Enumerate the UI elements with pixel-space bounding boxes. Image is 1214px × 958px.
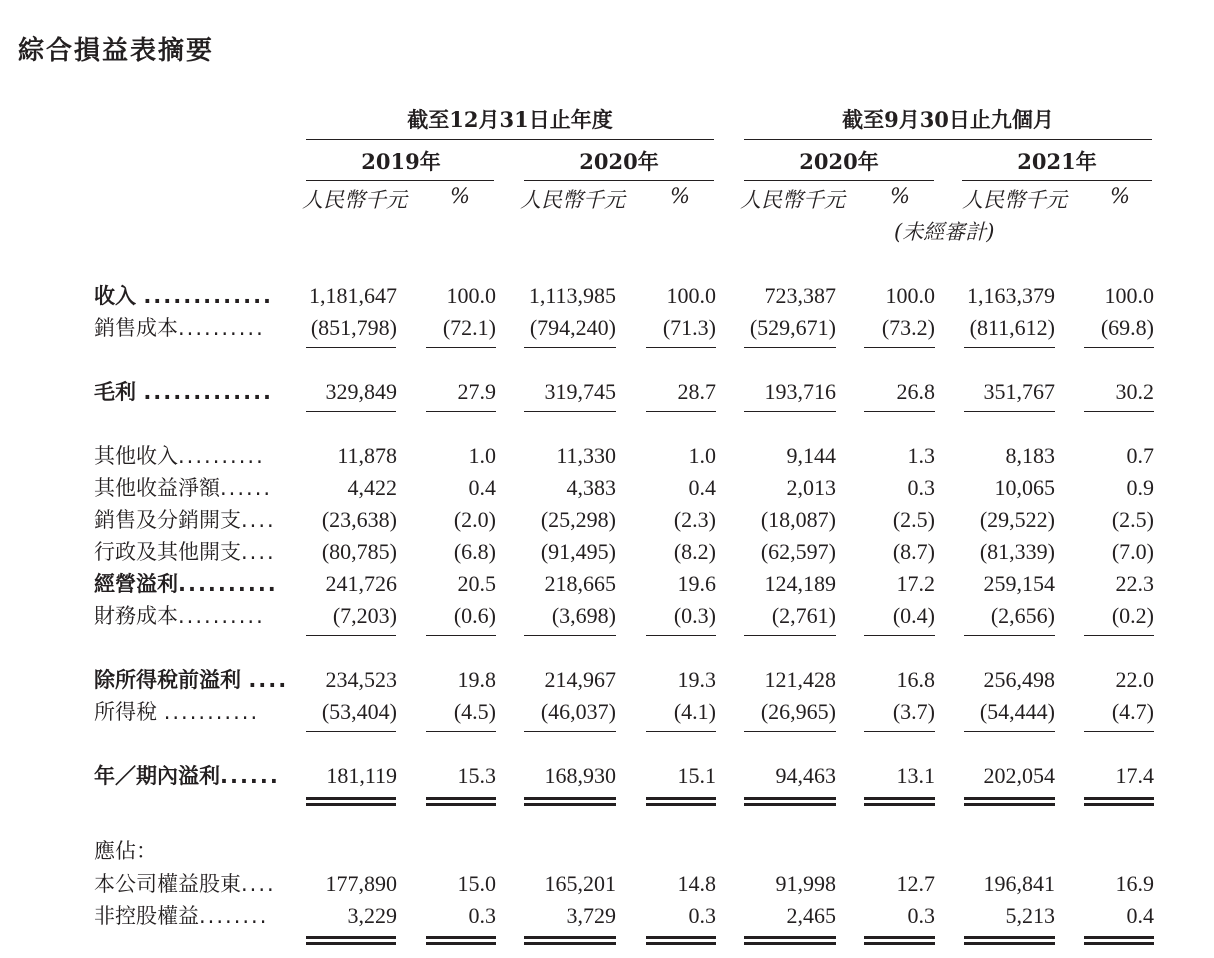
header-group-year-ended: 截至12月31日止年度 [407,107,613,132]
cell-other-income-col6: 1.3 [907,443,935,468]
double-rule-attributable-5 [744,936,836,945]
cell-profit-for-period-col7: 202,054 [983,763,1055,788]
cell-profit-before-tax-col8: 22.0 [1115,667,1154,692]
double-rule-attributable-3 [524,936,616,945]
row-label-income-tax: 所得稅 ........... [94,700,260,724]
cell-operating-profit-col1: 241,726 [325,571,397,596]
rule-after-gross-profit-7 [964,411,1055,412]
row-label-profit-before-tax: 除所得稅前溢利 .... [94,668,289,692]
cell-profit-before-tax-col2: 19.8 [457,667,496,692]
cell-profit-for-period-col6: 13.1 [896,763,935,788]
cell-revenue-col2: 100.0 [446,283,496,308]
cell-profit-for-period-col3: 168,930 [544,763,616,788]
cell-operating-profit-col8: 22.3 [1115,571,1154,596]
cell-cost-of-sales-col6: (73.2) [881,315,935,340]
cell-revenue-col3: 1,113,985 [528,283,616,308]
cell-cost-of-sales-col1: (851,798) [310,315,397,340]
cell-admin-expenses-col3: (91,495) [540,539,616,564]
cell-selling-expenses-col3: (25,298) [540,507,616,532]
cell-profit-for-period-col4: 15.1 [677,763,716,788]
row-label-gross-profit: 毛利 ............. [94,380,274,404]
rule-after-gross-profit-1 [306,411,396,412]
cell-income-tax-col8: (4.7) [1111,699,1154,724]
cell-finance-costs-col8: (0.2) [1111,603,1154,628]
cell-profit-before-tax-col7: 256,498 [983,667,1055,692]
double-rule-attributable-7 [964,936,1055,945]
unaudited-note: (未經審計) [894,220,995,244]
rule-after-cost-of-sales-6 [864,347,935,348]
rule-after-finance-costs-3 [524,635,616,636]
cell-operating-profit-col3: 218,665 [544,571,616,596]
cell-admin-expenses-col6: (8.7) [892,539,935,564]
cell-non-controlling-col5: 2,465 [786,903,836,928]
cell-finance-costs-col6: (0.4) [892,603,935,628]
cell-cost-of-sales-col7: (811,612) [969,315,1055,340]
group-underline-2 [744,139,1152,140]
cell-selling-expenses-col5: (18,087) [760,507,836,532]
cell-revenue-col4: 100.0 [666,283,716,308]
unit-rmb-4: 人民幣千元 [962,188,1067,212]
cell-admin-expenses-col8: (7.0) [1111,539,1154,564]
cell-equity-shareholders-col4: 14.8 [677,871,716,896]
cell-income-tax-col4: (4.1) [673,699,716,724]
cell-other-net-gains-col4: 0.4 [688,475,716,500]
cell-profit-for-period-col2: 15.3 [457,763,496,788]
cell-finance-costs-col1: (7,203) [332,603,397,628]
cell-equity-shareholders-col7: 196,841 [983,871,1055,896]
cell-gross-profit-col4: 28.7 [677,379,716,404]
rule-after-cost-of-sales-3 [524,347,616,348]
rule-after-finance-costs-6 [864,635,935,636]
double-rule-attributable-8 [1084,936,1154,945]
double-rule-profit-2 [426,797,496,806]
rule-after-income-tax-3 [524,731,616,732]
rule-after-gross-profit-2 [426,411,496,412]
cell-gross-profit-col5: 193,716 [764,379,836,404]
rule-after-gross-profit-5 [744,411,836,412]
cell-non-controlling-col1: 3,229 [347,903,397,928]
unit-rmb-1: 人民幣千元 [302,188,407,212]
double-rule-profit-3 [524,797,616,806]
cell-other-net-gains-col1: 4,422 [347,475,397,500]
unit-pct-2: % [670,184,690,208]
cell-non-controlling-col2: 0.3 [468,903,496,928]
row-label-other-income: 其他收入.......... [94,444,265,468]
cell-admin-expenses-col1: (80,785) [321,539,397,564]
page-title: 綜合損益表摘要 [18,36,215,66]
double-rule-profit-8 [1084,797,1154,806]
cell-profit-for-period-col8: 17.4 [1115,763,1154,788]
row-label-selling-expenses: 銷售及分銷開支.... [94,508,276,532]
cell-selling-expenses-col6: (2.5) [892,507,935,532]
cell-income-tax-col2: (4.5) [453,699,496,724]
cell-other-net-gains-col3: 4,383 [566,475,616,500]
rule-after-gross-profit-8 [1084,411,1154,412]
row-label-equity-shareholders: 本公司權益股東.... [94,872,276,896]
unit-pct-4: % [1110,184,1130,208]
cell-selling-expenses-col7: (29,522) [979,507,1055,532]
cell-finance-costs-col3: (3,698) [551,603,616,628]
cell-non-controlling-col6: 0.3 [907,903,935,928]
cell-operating-profit-col5: 124,189 [764,571,836,596]
cell-other-net-gains-col2: 0.4 [468,475,496,500]
attributable-to-heading: 應佔： [94,839,157,863]
cell-cost-of-sales-col3: (794,240) [529,315,616,340]
year-2021-nine-months: 2021年 [1017,149,1097,174]
cell-revenue-col7: 1,163,379 [967,283,1055,308]
cell-selling-expenses-col1: (23,638) [321,507,397,532]
cell-finance-costs-col7: (2,656) [990,603,1055,628]
rule-after-income-tax-7 [964,731,1055,732]
cell-gross-profit-col1: 329,849 [325,379,397,404]
rule-after-finance-costs-4 [646,635,716,636]
double-rule-attributable-2 [426,936,496,945]
cell-admin-expenses-col5: (62,597) [760,539,836,564]
cell-profit-for-period-col5: 94,463 [775,763,836,788]
cell-operating-profit-col2: 20.5 [457,571,496,596]
rule-after-income-tax-8 [1084,731,1154,732]
unit-pct-3: % [890,184,910,208]
cell-operating-profit-col6: 17.2 [896,571,935,596]
cell-other-net-gains-col6: 0.3 [907,475,935,500]
row-label-non-controlling: 非控股權益........ [94,904,269,928]
group-underline-1 [306,139,714,140]
cell-equity-shareholders-col8: 16.9 [1115,871,1154,896]
double-rule-attributable-6 [864,936,935,945]
header-group-nine-months: 截至9月30日止九個月 [842,107,1054,132]
cell-non-controlling-col7: 5,213 [1005,903,1055,928]
cell-operating-profit-col4: 19.6 [677,571,716,596]
cell-profit-before-tax-col3: 214,967 [544,667,616,692]
cell-income-tax-col1: (53,404) [321,699,397,724]
cell-other-income-col7: 8,183 [1005,443,1055,468]
rule-after-gross-profit-6 [864,411,935,412]
cell-gross-profit-col2: 27.9 [457,379,496,404]
cell-gross-profit-col7: 351,767 [983,379,1055,404]
double-rule-attributable-4 [646,936,716,945]
cell-equity-shareholders-col2: 15.0 [457,871,496,896]
cell-admin-expenses-col4: (8.2) [673,539,716,564]
rule-after-cost-of-sales-1 [306,347,396,348]
cell-other-net-gains-col8: 0.9 [1126,475,1154,500]
double-rule-attributable-1 [306,936,396,945]
rule-after-finance-costs-5 [744,635,836,636]
rule-after-gross-profit-3 [524,411,616,412]
cell-gross-profit-col3: 319,745 [544,379,616,404]
cell-operating-profit-col7: 259,154 [983,571,1055,596]
cell-non-controlling-col3: 3,729 [566,903,616,928]
row-label-profit-for-period: 年／期內溢利...... [94,764,280,788]
double-rule-profit-6 [864,797,935,806]
year-2020-nine-months: 2020年 [799,149,879,174]
rule-after-cost-of-sales-8 [1084,347,1154,348]
double-rule-profit-4 [646,797,716,806]
double-rule-profit-5 [744,797,836,806]
year-underline-1 [306,180,494,181]
rule-after-income-tax-5 [744,731,836,732]
cell-other-net-gains-col5: 2,013 [786,475,836,500]
cell-profit-before-tax-col4: 19.3 [677,667,716,692]
row-label-cost-of-sales: 銷售成本.......... [94,316,265,340]
cell-equity-shareholders-col3: 165,201 [544,871,616,896]
row-label-other-net-gains: 其他收益淨額...... [94,476,273,500]
row-label-operating-profit: 經營溢利.......... [94,572,278,596]
row-label-revenue: 收入 ............. [94,284,274,308]
unit-rmb-2: 人民幣千元 [520,188,625,212]
cell-equity-shareholders-col5: 91,998 [775,871,836,896]
cell-other-income-col2: 1.0 [468,443,496,468]
cell-income-tax-col6: (3.7) [892,699,935,724]
cell-finance-costs-col2: (0.6) [453,603,496,628]
cell-gross-profit-col8: 30.2 [1115,379,1154,404]
cell-revenue-col5: 723,387 [764,283,836,308]
cell-other-income-col1: 11,878 [337,443,397,468]
cell-profit-before-tax-col5: 121,428 [764,667,836,692]
cell-cost-of-sales-col8: (69.8) [1100,315,1154,340]
year-underline-2 [524,180,714,181]
cell-revenue-col1: 1,181,647 [309,283,397,308]
cell-income-tax-col5: (26,965) [760,699,836,724]
cell-finance-costs-col5: (2,761) [771,603,836,628]
year-underline-3 [744,180,934,181]
cell-profit-before-tax-col1: 234,523 [325,667,397,692]
cell-income-tax-col7: (54,444) [979,699,1055,724]
cell-other-income-col8: 0.7 [1126,443,1154,468]
cell-selling-expenses-col4: (2.3) [673,507,716,532]
rule-after-income-tax-6 [864,731,935,732]
cell-profit-before-tax-col6: 16.8 [896,667,935,692]
rule-after-finance-costs-8 [1084,635,1154,636]
rule-after-cost-of-sales-4 [646,347,716,348]
cell-income-tax-col3: (46,037) [540,699,616,724]
cell-non-controlling-col4: 0.3 [688,903,716,928]
cell-cost-of-sales-col4: (71.3) [662,315,716,340]
cell-profit-for-period-col1: 181,119 [326,763,397,788]
year-underline-4 [962,180,1152,181]
rule-after-finance-costs-7 [964,635,1055,636]
cell-equity-shareholders-col6: 12.7 [896,871,935,896]
double-rule-profit-1 [306,797,396,806]
year-2019: 2019年 [361,149,441,174]
year-2020-annual: 2020年 [579,149,659,174]
cell-selling-expenses-col2: (2.0) [453,507,496,532]
cell-finance-costs-col4: (0.3) [673,603,716,628]
cell-other-net-gains-col7: 10,065 [994,475,1055,500]
cell-cost-of-sales-col2: (72.1) [442,315,496,340]
cell-cost-of-sales-col5: (529,671) [749,315,836,340]
rule-after-income-tax-1 [306,731,396,732]
rule-after-gross-profit-4 [646,411,716,412]
unit-pct-1: % [450,184,470,208]
cell-equity-shareholders-col1: 177,890 [325,871,397,896]
row-label-admin-expenses: 行政及其他開支.... [94,540,276,564]
cell-other-income-col4: 1.0 [688,443,716,468]
cell-admin-expenses-col7: (81,339) [979,539,1055,564]
cell-other-income-col5: 9,144 [786,443,836,468]
cell-other-income-col3: 11,330 [556,443,616,468]
rule-after-cost-of-sales-7 [964,347,1055,348]
cell-gross-profit-col6: 26.8 [896,379,935,404]
rule-after-finance-costs-2 [426,635,496,636]
cell-non-controlling-col8: 0.4 [1126,903,1154,928]
cell-revenue-col8: 100.0 [1104,283,1154,308]
rule-after-income-tax-2 [426,731,496,732]
cell-selling-expenses-col8: (2.5) [1111,507,1154,532]
cell-admin-expenses-col2: (6.8) [453,539,496,564]
unit-rmb-3: 人民幣千元 [740,188,845,212]
rule-after-cost-of-sales-5 [744,347,836,348]
rule-after-cost-of-sales-2 [426,347,496,348]
rule-after-income-tax-4 [646,731,716,732]
rule-after-finance-costs-1 [306,635,396,636]
row-label-finance-costs: 財務成本.......... [94,604,265,628]
cell-revenue-col6: 100.0 [885,283,935,308]
double-rule-profit-7 [964,797,1055,806]
